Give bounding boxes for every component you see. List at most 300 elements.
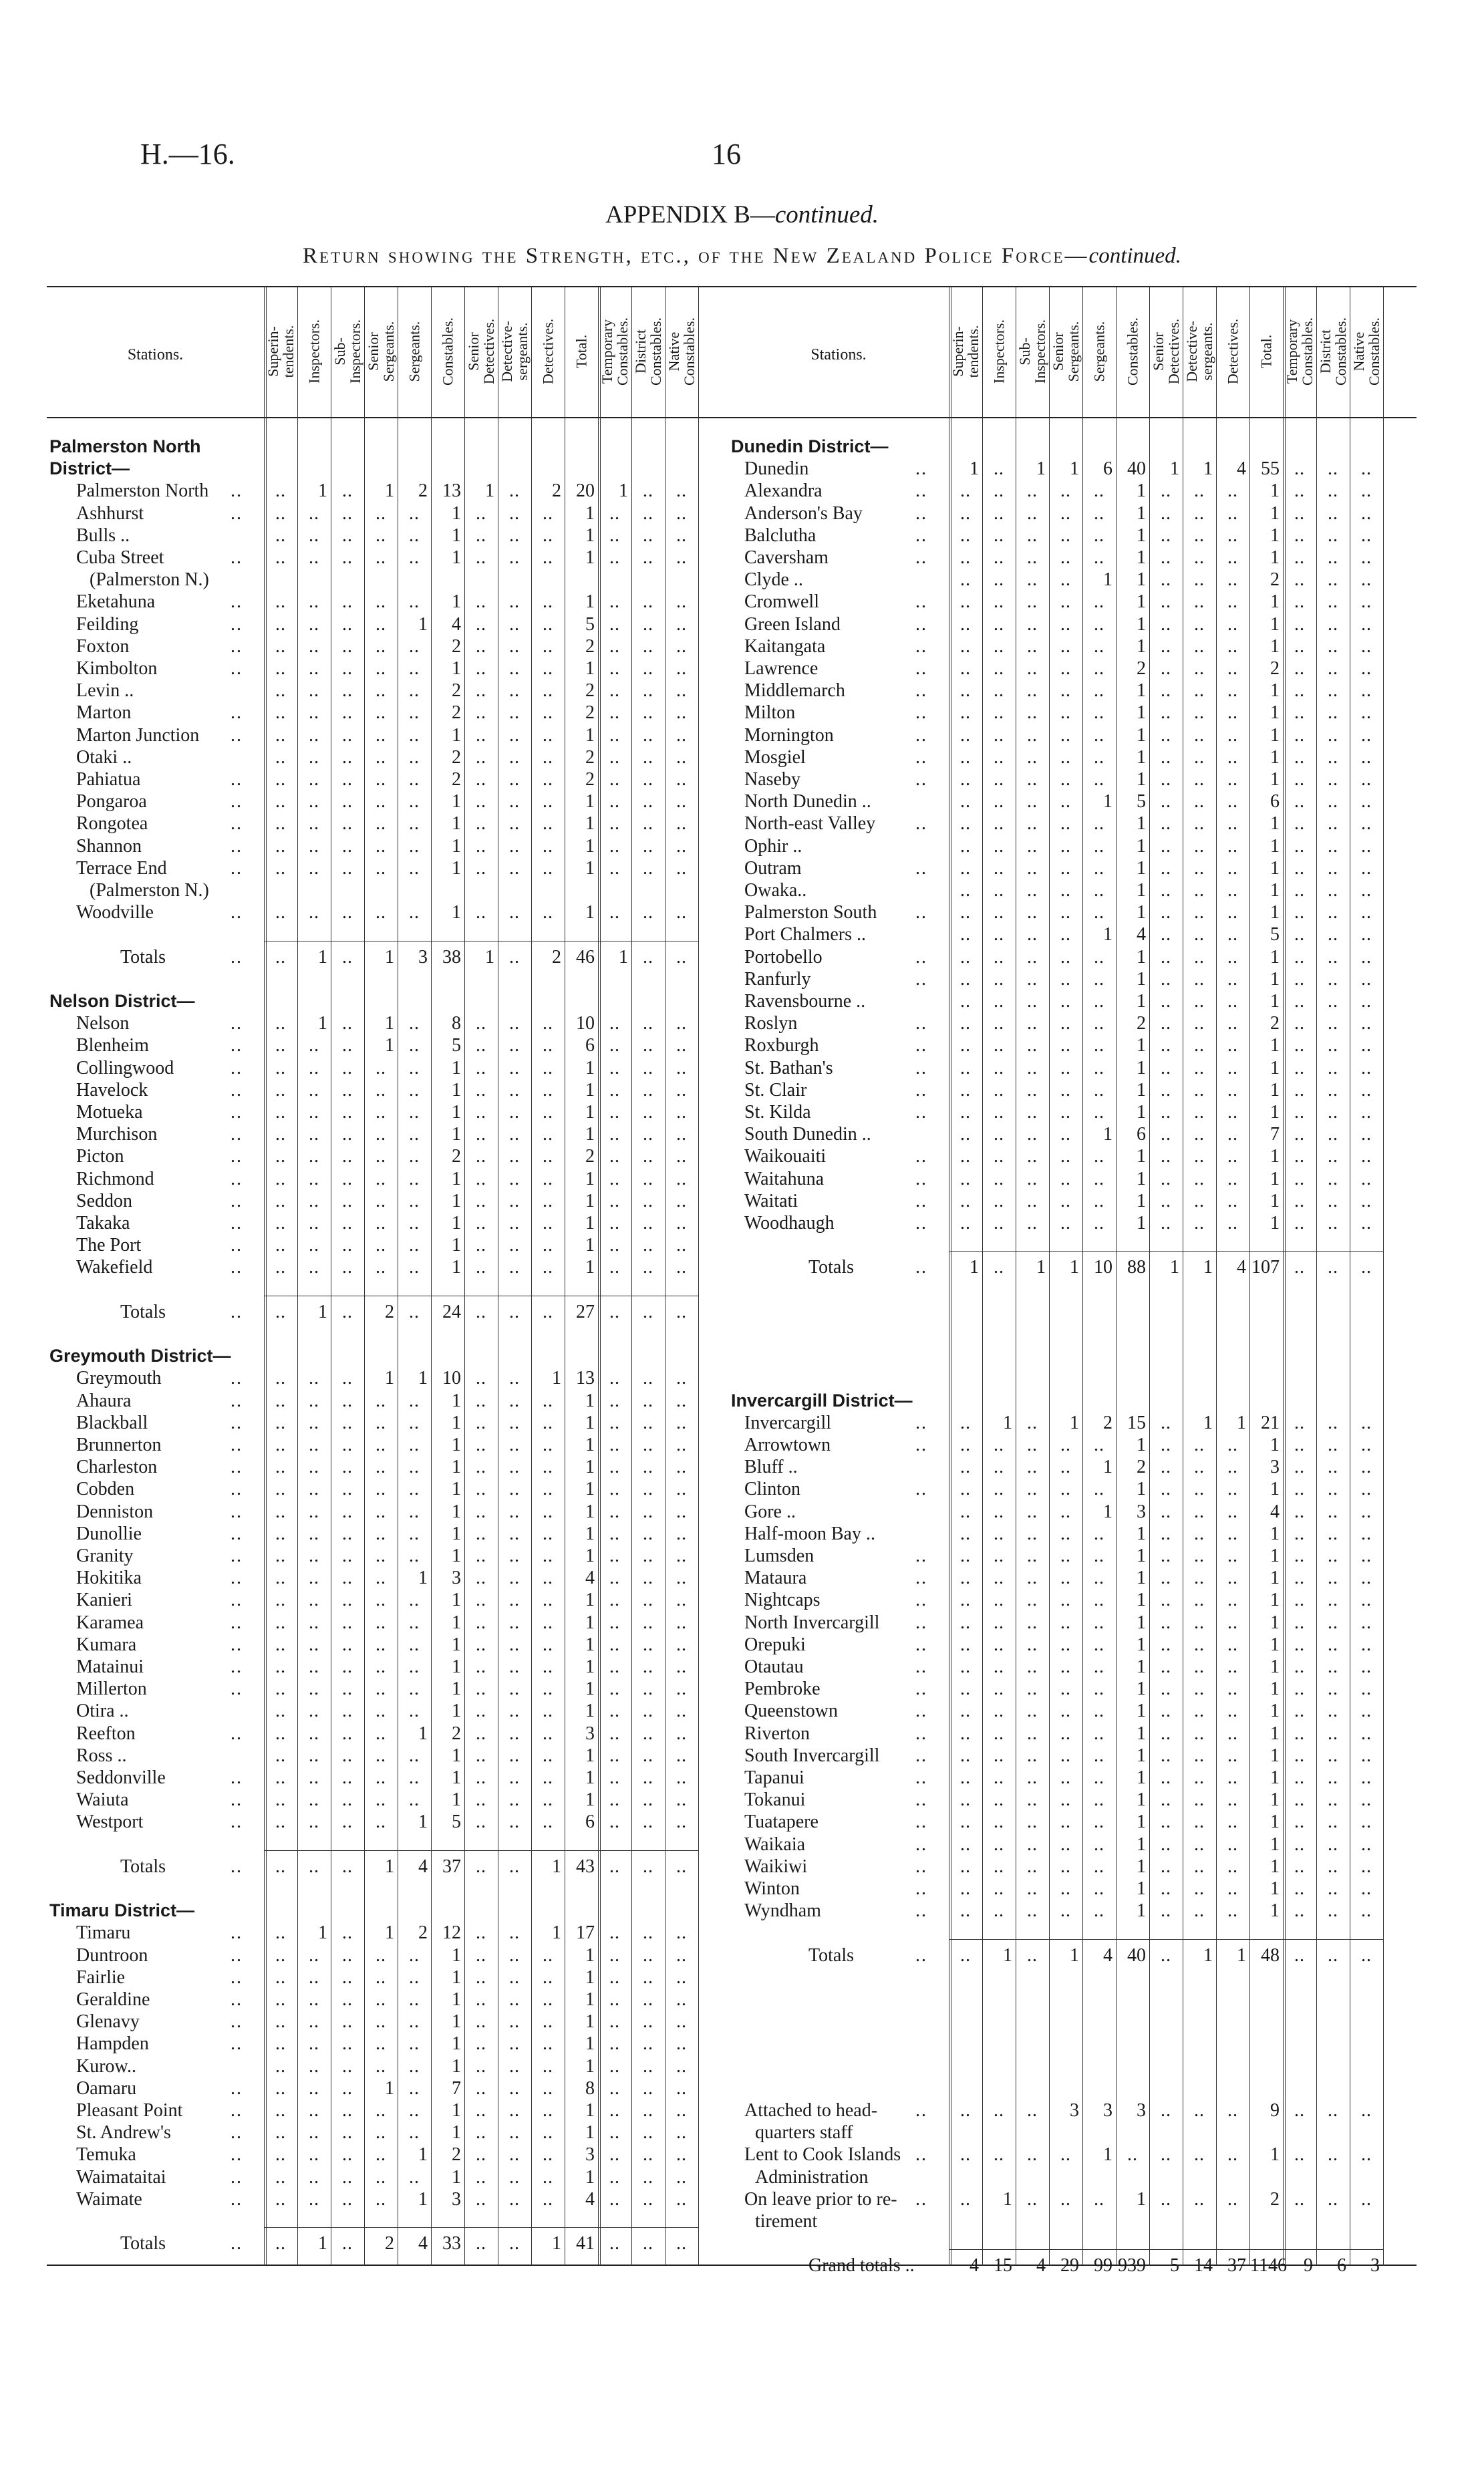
empty-cell: ..: [476, 1789, 486, 1811]
leader-dots: ..: [915, 1944, 927, 1966]
empty-cell: ..: [994, 1767, 1004, 1788]
cell-value: 1: [585, 1102, 595, 1123]
empty-cell: ..: [543, 591, 553, 613]
leader-dots: ..: [915, 1634, 927, 1655]
empty-cell: ..: [1328, 1079, 1338, 1101]
empty-cell: ..: [1161, 924, 1171, 945]
cell-value: 1: [1137, 1168, 1146, 1189]
table-row: [728, 1700, 1417, 1722]
cell-value: 1: [1137, 1723, 1146, 1744]
empty-cell: ..: [1361, 991, 1372, 1012]
empty-cell: ..: [994, 1856, 1004, 1877]
empty-cell: ..: [643, 1989, 653, 2010]
empty-cell: ..: [1294, 746, 1305, 768]
table-row: [728, 1745, 1417, 1767]
cell-value: 1: [1036, 1257, 1046, 1278]
empty-cell: ..: [342, 2033, 353, 2055]
table-row: [728, 968, 1417, 990]
empty-cell: ..: [1328, 924, 1338, 945]
empty-cell: ..: [543, 1057, 553, 1078]
empty-cell: ..: [960, 1013, 971, 1034]
empty-cell: ..: [1294, 480, 1305, 502]
empty-cell: ..: [543, 635, 553, 657]
empty-cell: ..: [1227, 835, 1238, 857]
totals-row: [47, 946, 728, 968]
station-name: (Palmerston N.): [90, 880, 209, 901]
empty-cell: ..: [309, 635, 319, 657]
station-name: Palmerston South: [744, 902, 877, 923]
leader-dots: ..: [231, 502, 243, 524]
leader-dots: ..: [231, 1035, 243, 1056]
empty-cell: ..: [376, 1501, 386, 1522]
cell-value: 1: [1036, 458, 1046, 480]
cell-value: 4: [970, 2255, 979, 2277]
empty-cell: ..: [1361, 1789, 1372, 1811]
empty-cell: ..: [1094, 1190, 1104, 1211]
empty-cell: ..: [1194, 1701, 1205, 1722]
table-row: [728, 1789, 1417, 1811]
empty-cell: ..: [1027, 724, 1038, 746]
empty-cell: ..: [309, 1723, 319, 1744]
station-name: Dunedin: [744, 458, 809, 480]
empty-cell: ..: [476, 1146, 486, 1167]
leader-dots: ..: [915, 946, 927, 968]
cell-value: 1: [1270, 1213, 1280, 1233]
leader-dots: ..: [915, 525, 927, 546]
cell-value: 1: [452, 1656, 461, 1677]
station-name: Woodville: [76, 902, 154, 923]
empty-cell: ..: [960, 1035, 971, 1056]
empty-cell: ..: [309, 1435, 319, 1455]
cell-value: 3: [1103, 2100, 1112, 2121]
station-name: North-east Valley: [744, 813, 876, 835]
empty-cell: ..: [1027, 547, 1038, 568]
empty-cell: ..: [275, 835, 286, 857]
empty-cell: ..: [960, 1612, 971, 1633]
empty-cell: ..: [1328, 635, 1338, 657]
empty-cell: ..: [1161, 502, 1171, 524]
cell-value: 1: [1003, 2188, 1012, 2210]
empty-cell: ..: [509, 1301, 520, 1322]
empty-cell: ..: [409, 1590, 420, 1611]
empty-cell: ..: [509, 1102, 520, 1123]
empty-cell: ..: [1361, 769, 1372, 790]
empty-cell: ..: [275, 1767, 286, 1788]
table-row: [728, 1567, 1417, 1589]
cell-value: 1: [1137, 1856, 1146, 1877]
table-row: [47, 746, 728, 768]
empty-cell: ..: [543, 1013, 553, 1034]
empty-cell: ..: [1060, 1435, 1071, 1455]
empty-cell: ..: [309, 1811, 319, 1833]
table-row: [728, 901, 1417, 923]
empty-cell: ..: [1194, 1612, 1205, 1633]
cell-value: 1: [585, 547, 595, 568]
table-row: [728, 569, 1417, 591]
cell-value: 1: [452, 1966, 461, 1988]
empty-cell: ..: [309, 1745, 319, 1766]
empty-cell: ..: [643, 1257, 653, 1278]
empty-cell: ..: [409, 2166, 420, 2188]
empty-cell: ..: [960, 968, 971, 990]
empty-cell: ..: [609, 2055, 620, 2077]
empty-cell: ..: [994, 1102, 1004, 1123]
empty-cell: ..: [409, 835, 420, 857]
cell-value: 5: [585, 613, 595, 635]
empty-cell: ..: [476, 591, 486, 613]
empty-cell: ..: [643, 1435, 653, 1455]
leader-dots: ..: [915, 724, 927, 746]
empty-cell: ..: [1294, 1944, 1305, 1966]
table-row: [728, 1434, 1417, 1456]
empty-cell: ..: [543, 502, 553, 524]
empty-cell: ..: [643, 613, 653, 635]
cell-value: 1: [1270, 1057, 1280, 1078]
empty-cell: ..: [376, 702, 386, 724]
leader-dots: ..: [915, 1811, 927, 1833]
empty-cell: ..: [1060, 480, 1071, 502]
cell-value: 4: [418, 1856, 428, 1877]
table-row: [47, 2099, 728, 2122]
cell-value: 1: [1237, 1412, 1246, 1433]
empty-cell: ..: [609, 1546, 620, 1566]
cell-value: 1: [452, 1767, 461, 1788]
empty-cell: ..: [1094, 1213, 1104, 1233]
station-name: Roxburgh: [744, 1035, 819, 1056]
empty-cell: ..: [1361, 1168, 1372, 1189]
empty-cell: ..: [609, 1257, 620, 1278]
leader-dots: ..: [231, 1368, 243, 1389]
empty-cell: ..: [409, 1301, 420, 1322]
leader-dots: ..: [231, 1679, 243, 1700]
empty-cell: ..: [476, 1235, 486, 1256]
cell-value: 13: [442, 480, 461, 502]
empty-cell: ..: [1194, 635, 1205, 657]
empty-cell: ..: [1294, 791, 1305, 813]
empty-cell: ..: [1294, 1435, 1305, 1455]
cell-value: 1: [385, 1922, 394, 1944]
empty-cell: ..: [994, 591, 1004, 613]
cell-value: 1: [385, 1368, 394, 1389]
empty-cell: ..: [1361, 1856, 1372, 1877]
leader-dots: ..: [231, 591, 243, 613]
cell-value: 1: [452, 1989, 461, 2010]
station-name: Nightcaps: [744, 1590, 821, 1611]
empty-cell: ..: [1361, 702, 1372, 724]
station-name: Nelson: [76, 1013, 130, 1034]
empty-cell: ..: [509, 902, 520, 923]
empty-cell: ..: [1161, 946, 1171, 968]
column-heading: Constables.: [439, 317, 456, 386]
leader-dots: ..: [231, 902, 243, 923]
empty-cell: ..: [1094, 1479, 1104, 1500]
empty-cell: ..: [342, 2233, 353, 2254]
empty-cell: ..: [275, 1235, 286, 1256]
leader-dots: ..: [231, 769, 243, 790]
empty-cell: ..: [643, 547, 653, 568]
empty-cell: ..: [1161, 1035, 1171, 1056]
empty-cell: ..: [1227, 1057, 1238, 1078]
empty-cell: ..: [1027, 1634, 1038, 1655]
cell-value: 2: [418, 1922, 428, 1944]
station-name: Tokanui: [744, 1789, 806, 1811]
empty-cell: ..: [1328, 1457, 1338, 1478]
cell-value: 1: [585, 1966, 595, 1988]
empty-cell: ..: [409, 1745, 420, 1766]
empty-cell: ..: [1328, 1878, 1338, 1899]
empty-cell: ..: [543, 2011, 553, 2033]
empty-cell: ..: [409, 1989, 420, 2010]
empty-cell: ..: [376, 1701, 386, 1722]
empty-cell: ..: [543, 1124, 553, 1145]
empty-cell: ..: [342, 1723, 353, 1744]
empty-cell: ..: [409, 1013, 420, 1034]
empty-cell: ..: [1294, 591, 1305, 613]
empty-cell: ..: [476, 1124, 486, 1145]
empty-cell: ..: [1060, 1745, 1071, 1766]
empty-cell: ..: [543, 680, 553, 702]
empty-cell: ..: [1328, 724, 1338, 746]
cell-value: 2: [585, 702, 595, 724]
empty-cell: ..: [643, 746, 653, 768]
totals-row: [728, 2254, 1417, 2277]
empty-cell: ..: [543, 1412, 553, 1433]
table-row: [47, 1190, 728, 1212]
empty-cell: ..: [342, 1612, 353, 1633]
empty-cell: ..: [376, 1767, 386, 1788]
empty-cell: ..: [275, 857, 286, 879]
empty-cell: ..: [1060, 1168, 1071, 1189]
table-row: [47, 2055, 728, 2077]
cell-value: 1: [1137, 1811, 1146, 1833]
empty-cell: ..: [1027, 835, 1038, 857]
empty-cell: ..: [994, 835, 1004, 857]
empty-cell: ..: [476, 2233, 486, 2254]
cell-value: 1: [585, 1546, 595, 1566]
empty-cell: ..: [1027, 1568, 1038, 1589]
empty-cell: ..: [1328, 1435, 1338, 1455]
empty-cell: ..: [476, 1989, 486, 2010]
empty-cell: ..: [309, 1412, 319, 1433]
empty-cell: ..: [309, 1479, 319, 1500]
empty-cell: ..: [509, 1568, 520, 1589]
cell-value: 1: [385, 946, 394, 968]
empty-cell: ..: [309, 1213, 319, 1233]
empty-cell: ..: [1227, 1745, 1238, 1766]
empty-cell: ..: [275, 746, 286, 768]
cell-value: 1: [1137, 746, 1146, 768]
empty-cell: ..: [676, 724, 687, 746]
empty-cell: ..: [1328, 1190, 1338, 1211]
empty-cell: ..: [676, 1922, 687, 1944]
table-row: [728, 1878, 1417, 1900]
empty-cell: ..: [643, 1767, 653, 1788]
leader-dots: ..: [915, 635, 927, 657]
cell-value: 1: [1137, 1701, 1146, 1722]
table-row: [47, 1589, 728, 1611]
station-name: Lent to Cook Islands: [744, 2144, 901, 2166]
empty-cell: ..: [676, 502, 687, 524]
empty-cell: ..: [543, 1501, 553, 1522]
empty-cell: ..: [1094, 1168, 1104, 1189]
empty-cell: ..: [960, 902, 971, 923]
empty-cell: ..: [376, 525, 386, 546]
empty-cell: ..: [309, 1146, 319, 1167]
leader-dots: ..: [231, 946, 243, 968]
station-name: Cromwell: [744, 591, 819, 613]
cell-value: 55: [1261, 458, 1280, 480]
empty-cell: ..: [309, 547, 319, 568]
empty-cell: ..: [476, 2055, 486, 2077]
empty-cell: ..: [609, 1146, 620, 1167]
empty-cell: ..: [476, 1435, 486, 1455]
leader-dots: ..: [915, 658, 927, 679]
empty-cell: ..: [509, 1656, 520, 1677]
empty-cell: ..: [960, 946, 971, 968]
cell-value: 1: [1203, 458, 1213, 480]
empty-cell: ..: [643, 2033, 653, 2055]
cell-value: 1: [552, 1856, 561, 1877]
empty-cell: ..: [1161, 1501, 1171, 1522]
empty-cell: ..: [342, 613, 353, 635]
empty-cell: ..: [676, 1546, 687, 1566]
empty-cell: ..: [676, 525, 687, 546]
empty-cell: ..: [994, 702, 1004, 724]
table-row: [728, 879, 1417, 901]
leader-dots: ..: [231, 1989, 243, 2010]
empty-cell: ..: [1027, 1412, 1038, 1433]
empty-cell: ..: [1027, 1900, 1038, 1922]
leader-dots: ..: [231, 1590, 243, 1611]
empty-cell: ..: [1027, 1501, 1038, 1522]
empty-cell: ..: [1027, 1590, 1038, 1611]
empty-cell: ..: [1294, 1834, 1305, 1855]
table-row: [47, 879, 728, 901]
empty-cell: ..: [994, 458, 1004, 480]
cell-value: 4: [1270, 1501, 1280, 1522]
empty-cell: ..: [1294, 1079, 1305, 1101]
cell-value: 1: [619, 946, 628, 968]
empty-cell: ..: [509, 2055, 520, 2077]
empty-cell: ..: [275, 1546, 286, 1566]
empty-cell: ..: [1361, 924, 1372, 945]
empty-cell: ..: [1194, 2188, 1205, 2210]
empty-cell: ..: [1161, 2100, 1171, 2121]
table-row: [728, 946, 1417, 968]
table-row: [728, 1900, 1417, 1922]
empty-cell: ..: [342, 547, 353, 568]
station-name: Kurow..: [76, 2055, 136, 2077]
empty-cell: ..: [1027, 1013, 1038, 1034]
empty-cell: ..: [376, 1102, 386, 1123]
column-heading: Detectives.: [1224, 318, 1241, 385]
empty-cell: ..: [1060, 2144, 1071, 2166]
empty-cell: ..: [1194, 702, 1205, 724]
empty-cell: ..: [1027, 569, 1038, 591]
empty-cell: ..: [1060, 1057, 1071, 1078]
empty-cell: ..: [609, 547, 620, 568]
empty-cell: ..: [994, 1546, 1004, 1566]
empty-cell: ..: [1361, 1723, 1372, 1744]
empty-cell: ..: [1060, 1479, 1071, 1500]
empty-cell: ..: [1027, 2188, 1038, 2210]
empty-cell: ..: [994, 1878, 1004, 1899]
cell-value: 1: [585, 2055, 595, 2077]
empty-cell: ..: [275, 1568, 286, 1589]
empty-cell: ..: [643, 1966, 653, 1988]
empty-cell: ..: [609, 680, 620, 702]
empty-cell: ..: [543, 702, 553, 724]
empty-cell: ..: [543, 1612, 553, 1633]
empty-cell: ..: [309, 2144, 319, 2166]
empty-cell: ..: [1060, 569, 1071, 591]
empty-cell: ..: [1328, 1412, 1338, 1433]
empty-cell: ..: [1194, 968, 1205, 990]
cell-value: 1: [452, 724, 461, 746]
empty-cell: ..: [476, 1035, 486, 1056]
empty-cell: ..: [1328, 1679, 1338, 1700]
empty-cell: ..: [1161, 1944, 1171, 1966]
cell-value: 1: [1270, 525, 1280, 546]
empty-cell: ..: [1027, 1944, 1038, 1966]
empty-cell: ..: [643, 1079, 653, 1101]
table-row: [728, 1656, 1417, 1678]
empty-cell: ..: [960, 1856, 971, 1877]
empty-cell: ..: [676, 1457, 687, 1478]
empty-cell: ..: [342, 835, 353, 857]
empty-cell: ..: [676, 1213, 687, 1233]
empty-cell: ..: [609, 1789, 620, 1811]
cell-value: 1: [452, 525, 461, 546]
empty-cell: ..: [509, 1035, 520, 1056]
district-heading: [47, 1900, 728, 1922]
empty-cell: ..: [960, 1479, 971, 1500]
station-name: Waikiwi: [744, 1856, 808, 1877]
leader-dots: ..: [231, 480, 243, 502]
empty-cell: ..: [376, 1656, 386, 1677]
cell-value: 2: [1270, 569, 1280, 591]
cell-value: 6: [1270, 791, 1280, 813]
empty-cell: ..: [509, 502, 520, 524]
empty-cell: ..: [1294, 1412, 1305, 1433]
empty-cell: ..: [994, 1079, 1004, 1101]
empty-cell: ..: [1294, 991, 1305, 1012]
leader-dots: ..: [231, 1301, 243, 1322]
leader-dots: ..: [231, 2188, 243, 2210]
empty-cell: ..: [609, 2166, 620, 2188]
empty-cell: ..: [1227, 746, 1238, 768]
cell-value: 1: [385, 1856, 394, 1877]
cell-value: 1: [1137, 2188, 1146, 2210]
empty-cell: ..: [1361, 2144, 1372, 2166]
empty-cell: ..: [1194, 924, 1205, 945]
table-row: [47, 835, 728, 857]
table-row: [728, 923, 1417, 945]
empty-cell: ..: [342, 769, 353, 790]
station-name: Waitati: [744, 1190, 798, 1211]
district-heading: [47, 458, 728, 480]
empty-cell: ..: [1027, 613, 1038, 635]
table-row: [47, 2077, 728, 2099]
empty-cell: ..: [1094, 1656, 1104, 1677]
empty-cell: ..: [1361, 1701, 1372, 1722]
empty-cell: ..: [309, 1235, 319, 1256]
empty-cell: ..: [376, 1989, 386, 2010]
empty-cell: ..: [994, 946, 1004, 968]
empty-cell: ..: [543, 1479, 553, 1500]
empty-cell: ..: [994, 746, 1004, 768]
empty-cell: ..: [1294, 946, 1305, 968]
